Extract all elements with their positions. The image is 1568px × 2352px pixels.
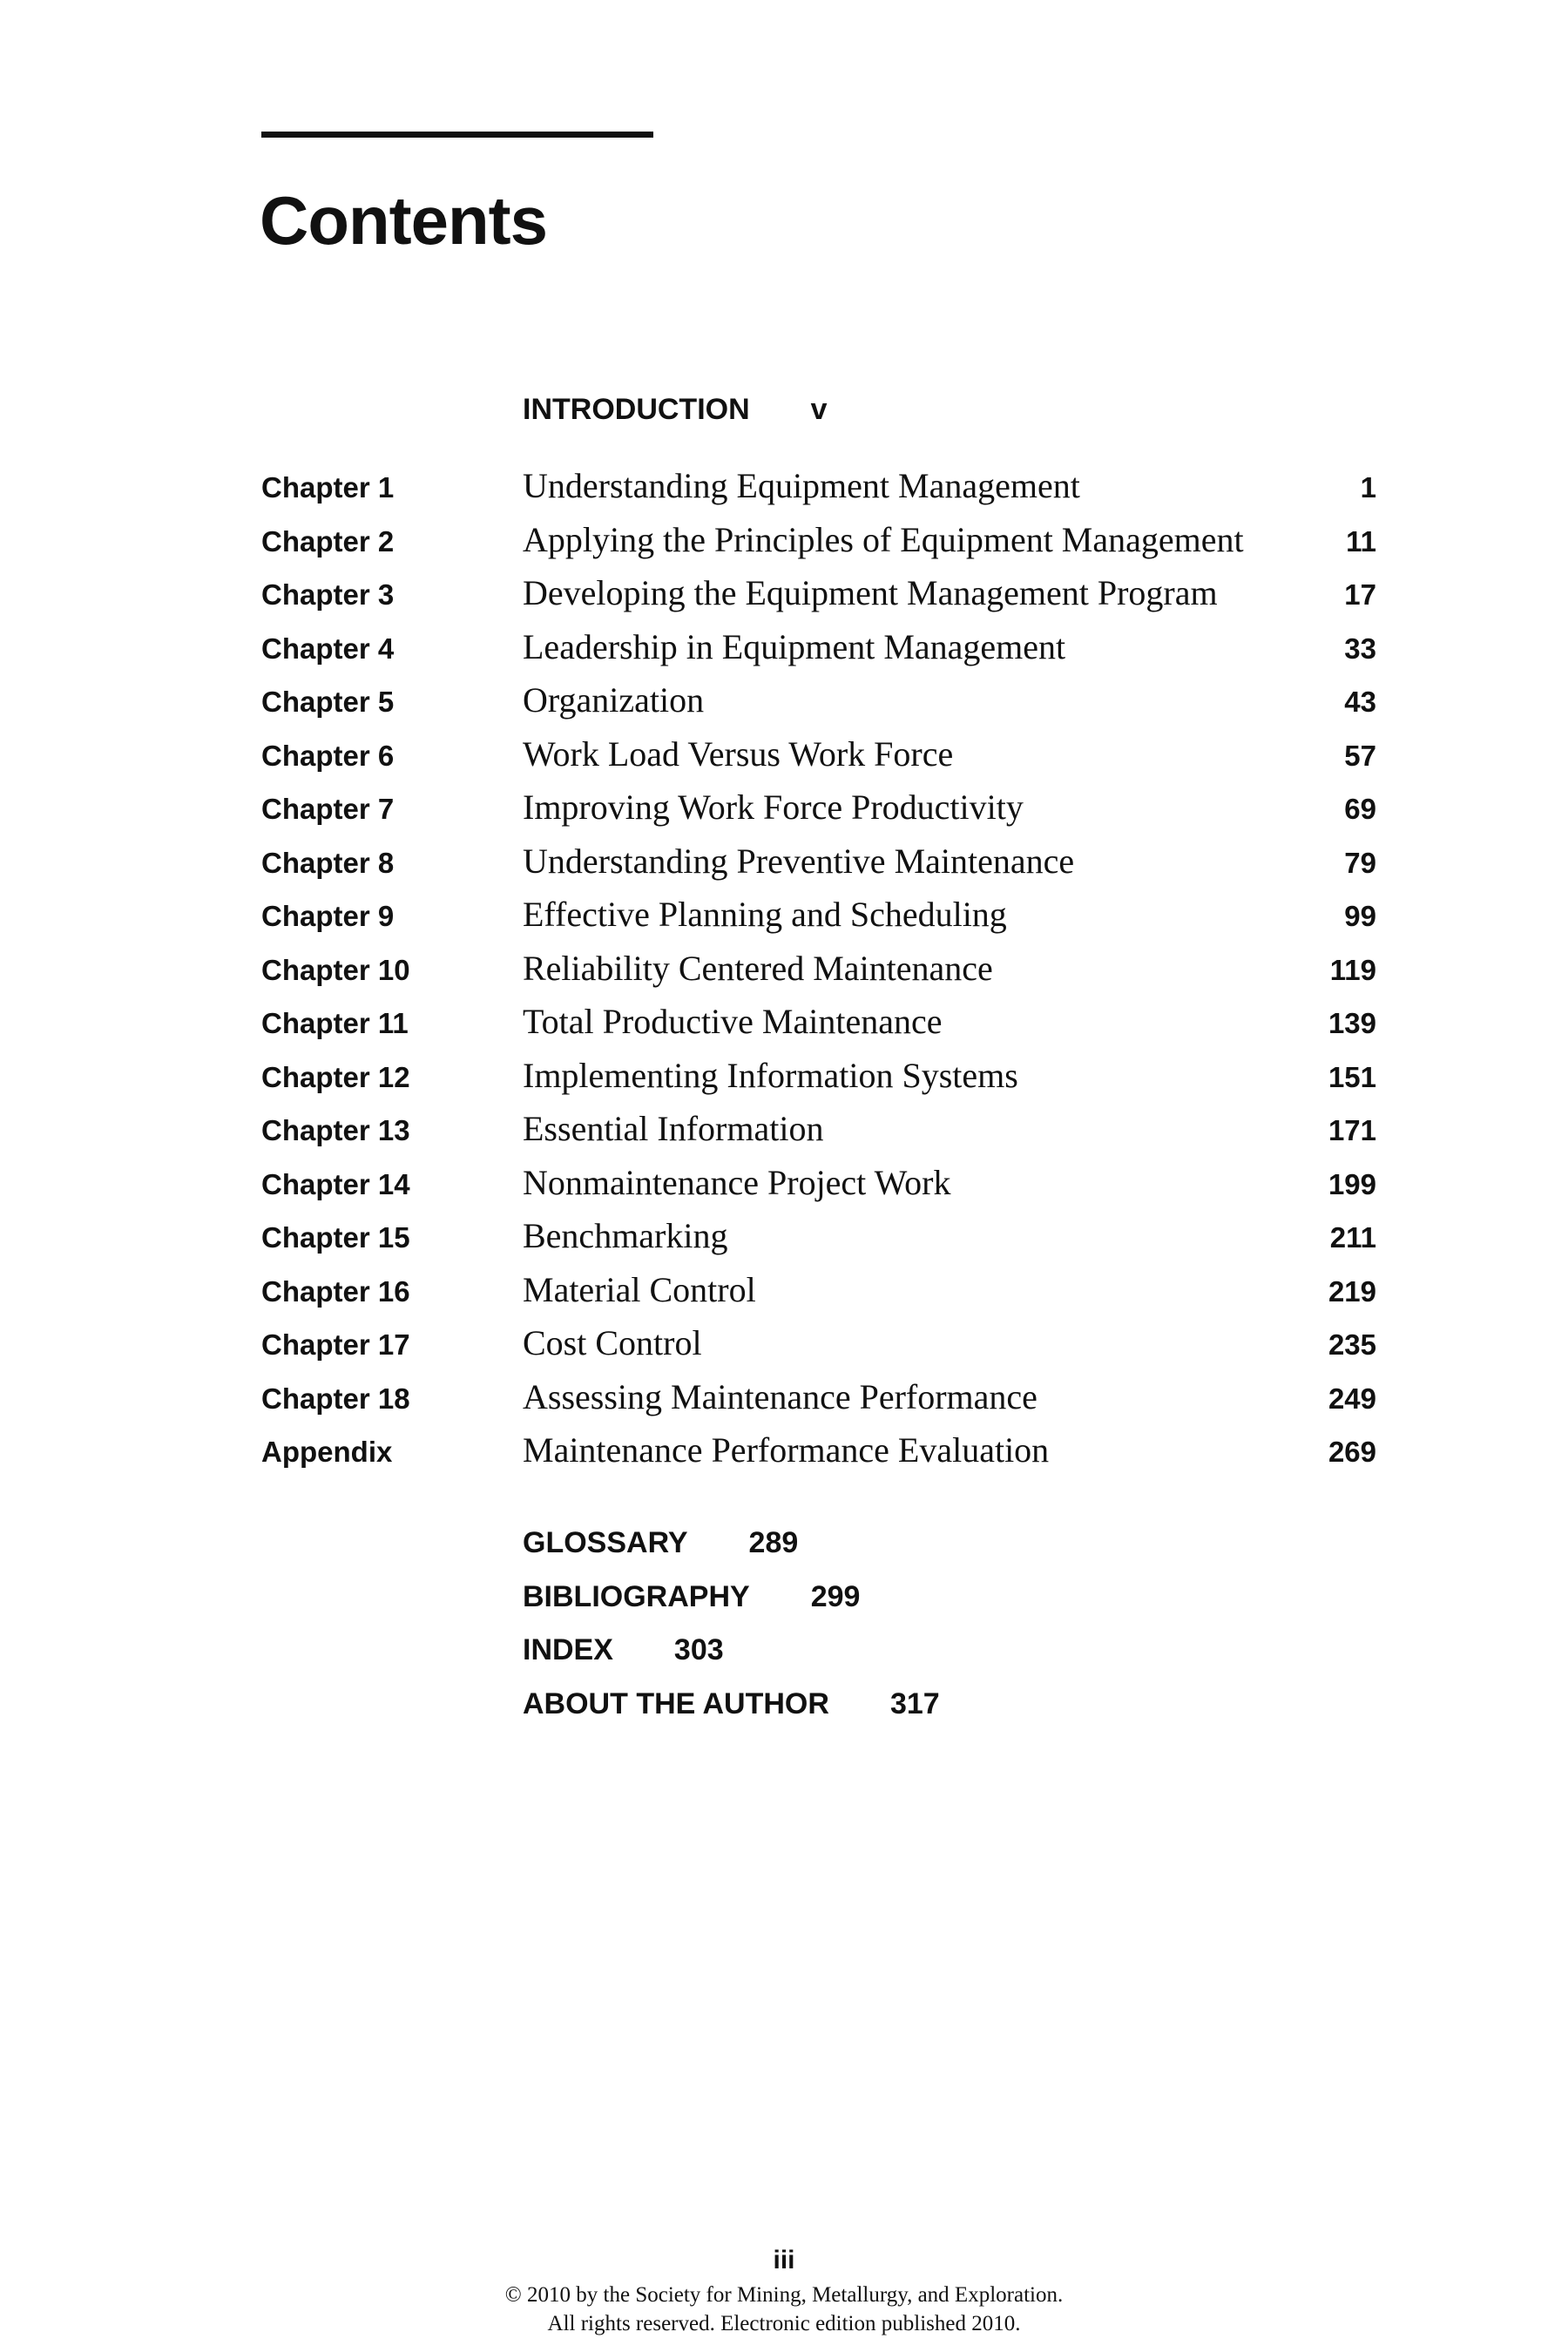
chapter-label: Chapter 18 xyxy=(261,1382,410,1415)
chapter-page: 33 xyxy=(1344,632,1376,665)
back-matter-page: 299 xyxy=(810,1579,861,1613)
chapter-entry xyxy=(261,894,1376,948)
chapter-title: Assessing Maintenance Performance xyxy=(523,1376,1037,1416)
heading-rule xyxy=(261,132,653,138)
chapter-entry xyxy=(261,1162,1376,1216)
chapter-page: 11 xyxy=(1346,524,1376,558)
chapter-title: Implementing Information Systems xyxy=(523,1055,1018,1095)
copyright-notice xyxy=(0,2281,1568,2338)
chapter-entry xyxy=(261,1376,1376,1430)
chapter-page: 211 xyxy=(1329,1221,1376,1254)
chapter-label: Chapter 2 xyxy=(261,524,395,558)
chapter-title: Cost Control xyxy=(523,1323,702,1362)
chapter-title: Improving Work Force Productivity xyxy=(523,787,1024,827)
chapter-title: Nonmaintenance Project Work xyxy=(523,1162,951,1202)
chapter-title: Developing the Equipment Management Program xyxy=(523,573,1218,612)
back-matter-page: 317 xyxy=(889,1686,940,1720)
back-matter-page: 289 xyxy=(748,1526,799,1559)
chapter-label: Chapter 15 xyxy=(261,1221,410,1254)
chapter-label: Chapter 1 xyxy=(261,471,395,504)
chapter-page: 69 xyxy=(1344,793,1376,825)
chapter-label: Chapter 12 xyxy=(261,1060,410,1093)
back-matter-label: INDEX xyxy=(523,1633,613,1666)
chapter-title: Effective Planning and Scheduling xyxy=(523,895,1007,934)
page-title: Contents xyxy=(260,182,547,259)
back-matter-label: ABOUT THE AUTHOR xyxy=(523,1686,829,1720)
chapter-page: 119 xyxy=(1329,953,1376,986)
chapter-label: Chapter 14 xyxy=(261,1167,410,1200)
chapter-entry xyxy=(261,841,1376,895)
chapter-page: 249 xyxy=(1328,1382,1376,1415)
chapter-label: Chapter 4 xyxy=(261,632,395,665)
chapter-label: Chapter 9 xyxy=(261,900,395,932)
chapter-entry xyxy=(261,1322,1376,1376)
chapter-title: Benchmarking xyxy=(523,1216,728,1255)
chapter-label: Chapter 17 xyxy=(261,1328,410,1361)
chapter-page: 99 xyxy=(1344,900,1376,932)
chapter-entry xyxy=(261,787,1376,841)
chapter-label: Chapter 16 xyxy=(261,1274,410,1308)
chapter-title: Understanding Preventive Maintenance xyxy=(523,841,1075,881)
chapter-page: 1 xyxy=(1360,471,1376,504)
chapter-title: Leadership in Equipment Management xyxy=(523,626,1066,666)
back-matter-entry xyxy=(523,1687,940,1741)
chapter-title: Work Load Versus Work Force xyxy=(523,733,954,774)
chapter-title: Reliability Centered Maintenance xyxy=(523,948,993,988)
chapter-list xyxy=(261,465,1376,1484)
chapter-entry xyxy=(261,1269,1376,1323)
chapter-label: Chapter 8 xyxy=(261,846,395,879)
chapter-entry xyxy=(261,1001,1376,1055)
back-matter-entry xyxy=(523,1580,940,1634)
chapter-page: 17 xyxy=(1344,578,1376,611)
chapter-label: Chapter 3 xyxy=(261,578,395,611)
chapter-page: 269 xyxy=(1328,1436,1376,1468)
chapter-label: Chapter 7 xyxy=(261,793,395,825)
chapter-title: Organization xyxy=(523,680,705,720)
chapter-label: Chapter 11 xyxy=(261,1007,409,1039)
chapter-page: 199 xyxy=(1328,1167,1376,1200)
chapter-entry xyxy=(261,1108,1376,1162)
chapter-entry xyxy=(261,733,1376,787)
chapter-page: 235 xyxy=(1328,1328,1376,1361)
chapter-page: 57 xyxy=(1344,739,1376,772)
chapter-page: 151 xyxy=(1328,1060,1376,1093)
back-matter-entry xyxy=(523,1633,940,1687)
copyright-line: All rights reserved. Electronic edition published 2010. xyxy=(547,2312,1021,2335)
chapter-entry xyxy=(261,519,1376,573)
chapter-entry xyxy=(261,1429,1376,1484)
chapter-entry xyxy=(261,1215,1376,1269)
chapter-title: Applying the Principles of Equipment Management xyxy=(523,519,1244,559)
chapter-entry xyxy=(261,626,1376,680)
page-number: iii xyxy=(773,2246,795,2274)
chapter-title: Maintenance Performance Evaluation xyxy=(523,1430,1050,1470)
back-matter-label: GLOSSARY xyxy=(523,1526,688,1559)
chapter-label: Chapter 6 xyxy=(261,739,395,772)
front-matter-page: v xyxy=(810,393,828,426)
back-matter-list xyxy=(523,1526,940,1740)
chapter-title: Total Productive Maintenance xyxy=(523,1002,943,1041)
chapter-label: Appendix xyxy=(261,1436,393,1468)
front-matter-entry xyxy=(523,393,828,427)
chapter-page: 79 xyxy=(1344,846,1376,879)
chapter-label: Chapter 13 xyxy=(261,1114,410,1146)
back-matter-page: 303 xyxy=(673,1633,724,1666)
chapter-page: 171 xyxy=(1328,1114,1376,1146)
chapter-title: Material Control xyxy=(523,1269,756,1309)
chapter-page: 43 xyxy=(1344,686,1376,718)
chapter-entry xyxy=(261,679,1376,733)
chapter-title: Essential Information xyxy=(523,1109,824,1148)
chapter-page: 139 xyxy=(1328,1007,1376,1039)
chapter-label: Chapter 10 xyxy=(261,953,410,986)
back-matter-label: BIBLIOGRAPHY xyxy=(523,1579,750,1613)
chapter-entry xyxy=(261,948,1376,1002)
chapter-title: Understanding Equipment Management xyxy=(523,466,1080,505)
copyright-line: © 2010 by the Society for Mining, Metallurgy, and Exploration. xyxy=(504,2283,1064,2307)
chapter-page: 219 xyxy=(1328,1274,1376,1308)
back-matter-entry xyxy=(523,1526,940,1580)
chapter-label: Chapter 5 xyxy=(261,686,395,718)
chapter-entry xyxy=(261,465,1376,519)
front-matter-label: INTRODUCTION xyxy=(523,393,750,426)
chapter-entry xyxy=(261,1055,1376,1109)
chapter-entry xyxy=(261,572,1376,626)
